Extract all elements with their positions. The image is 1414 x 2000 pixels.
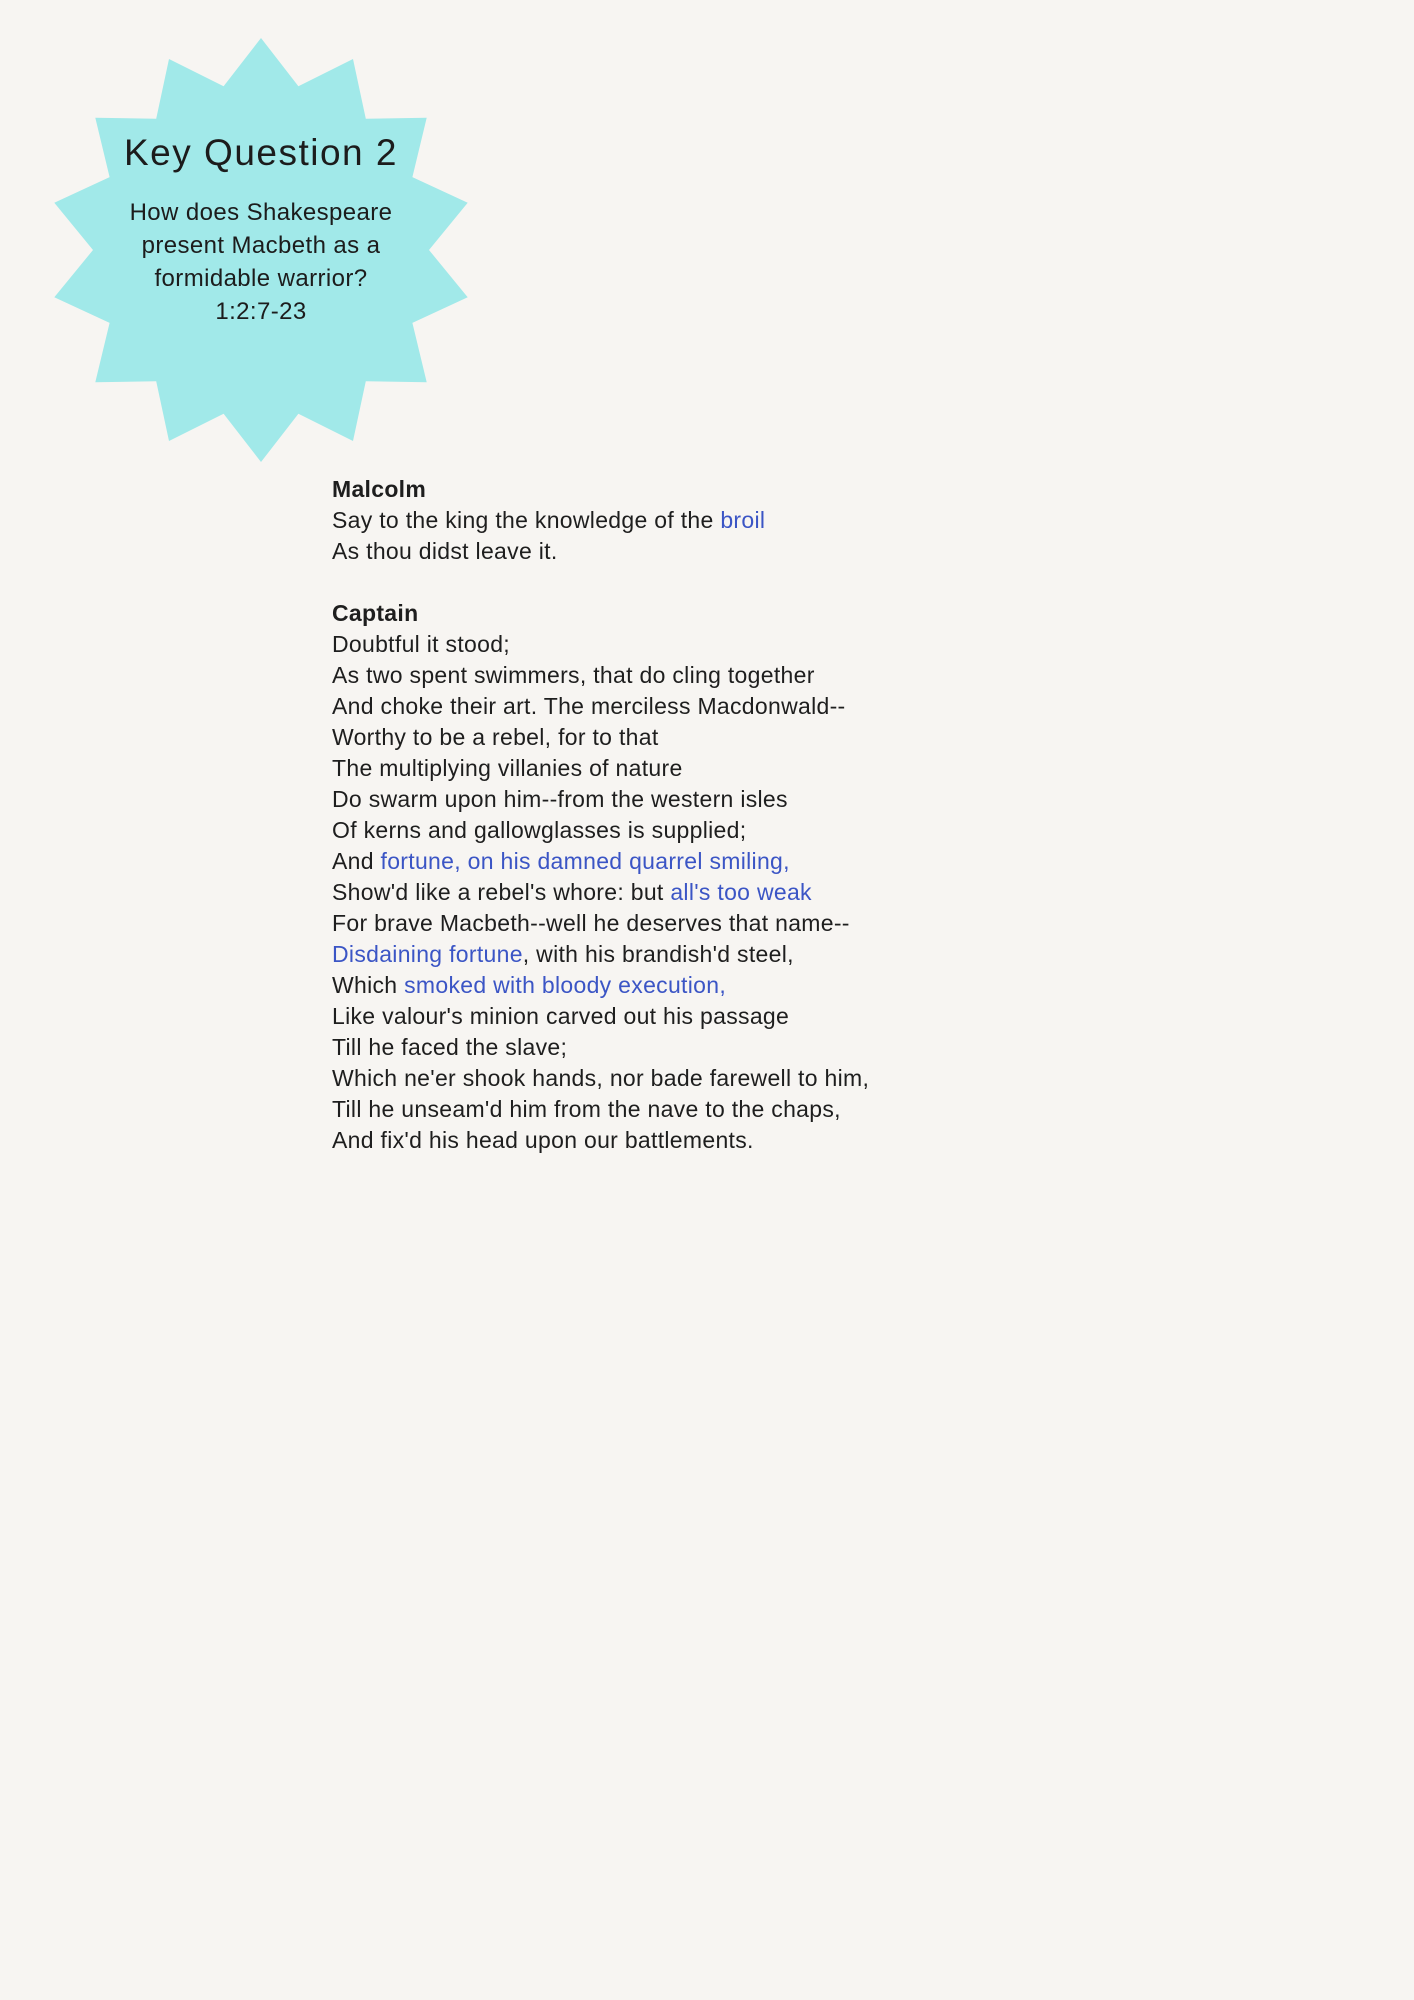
verse-line <box>332 908 972 939</box>
verse-line <box>332 784 972 815</box>
line-text: And fix'd his head upon our battlements. <box>332 1127 754 1153</box>
badge-subtitle <box>46 196 476 328</box>
line-text: Do swarm upon him--from the western isles <box>332 786 788 812</box>
line-text: Which <box>332 972 405 998</box>
highlighted-phrase: broil <box>720 507 766 533</box>
badge-text <box>46 132 476 328</box>
speech-block <box>332 474 972 567</box>
speech-list <box>332 474 972 1187</box>
verse-line <box>332 1094 972 1125</box>
badge-subtitle-line: How does Shakespeare <box>129 199 393 226</box>
line-text: As two spent swimmers, that do cling together <box>332 662 815 688</box>
badge-reference: 1:2:7-23 <box>215 298 307 325</box>
highlighted-phrase: smoked with bloody execution, <box>404 972 727 998</box>
line-text: , with his brandish'd steel, <box>522 941 794 967</box>
verse-line <box>332 1001 972 1032</box>
verse-line <box>332 846 972 877</box>
verse-line <box>332 1125 972 1156</box>
verse-line <box>332 877 972 908</box>
badge-subtitle-line: present Macbeth as a <box>141 232 381 259</box>
verse-line <box>332 722 972 753</box>
line-text: Of kerns and gallowglasses is supplied; <box>332 817 747 843</box>
line-text: Show'd like a rebel's whore: but <box>332 879 671 905</box>
line-text: The multiplying villanies of nature <box>332 755 683 781</box>
verse-line <box>332 691 972 722</box>
verse-line <box>332 1032 972 1063</box>
line-text: And <box>332 848 381 874</box>
line-text: Till he unseam'd him from the nave to the chaps, <box>332 1096 841 1122</box>
verse-line <box>332 1063 972 1094</box>
badge-subtitle-line: formidable warrior? <box>154 265 368 292</box>
verse-line <box>332 536 972 567</box>
verse-line <box>332 815 972 846</box>
highlighted-phrase: Disdaining fortune <box>332 941 523 967</box>
line-text: For brave Macbeth--well he deserves that name-- <box>332 910 850 936</box>
line-text: Say to the king the knowledge of the <box>332 507 721 533</box>
highlighted-phrase: fortune, on his damned quarrel smiling, <box>380 848 790 874</box>
line-text: Worthy to be a rebel, for to that <box>332 724 659 750</box>
line-text: As thou didst leave it. <box>332 538 558 564</box>
badge-title: Key Question 2 <box>124 132 398 173</box>
verse-line <box>332 629 972 660</box>
verse-line <box>332 660 972 691</box>
line-text: Like valour's minion carved out his passage <box>332 1003 790 1029</box>
highlighted-phrase: all's too weak <box>670 879 812 905</box>
verse-line <box>332 970 972 1001</box>
key-question-badge <box>46 30 476 470</box>
line-text: Which ne'er shook hands, nor bade farewell to him, <box>332 1065 870 1091</box>
speaker-name: Captain <box>332 600 419 626</box>
verse-line <box>332 939 972 970</box>
verse-line <box>332 753 972 784</box>
speaker-name: Malcolm <box>332 476 427 502</box>
line-text: Doubtful it stood; <box>332 631 511 657</box>
line-text: Till he faced the slave; <box>332 1034 568 1060</box>
line-text: And choke their art. The merciless Macdonwald-- <box>332 693 846 719</box>
speech-block <box>332 598 972 1156</box>
verse-line <box>332 505 972 536</box>
